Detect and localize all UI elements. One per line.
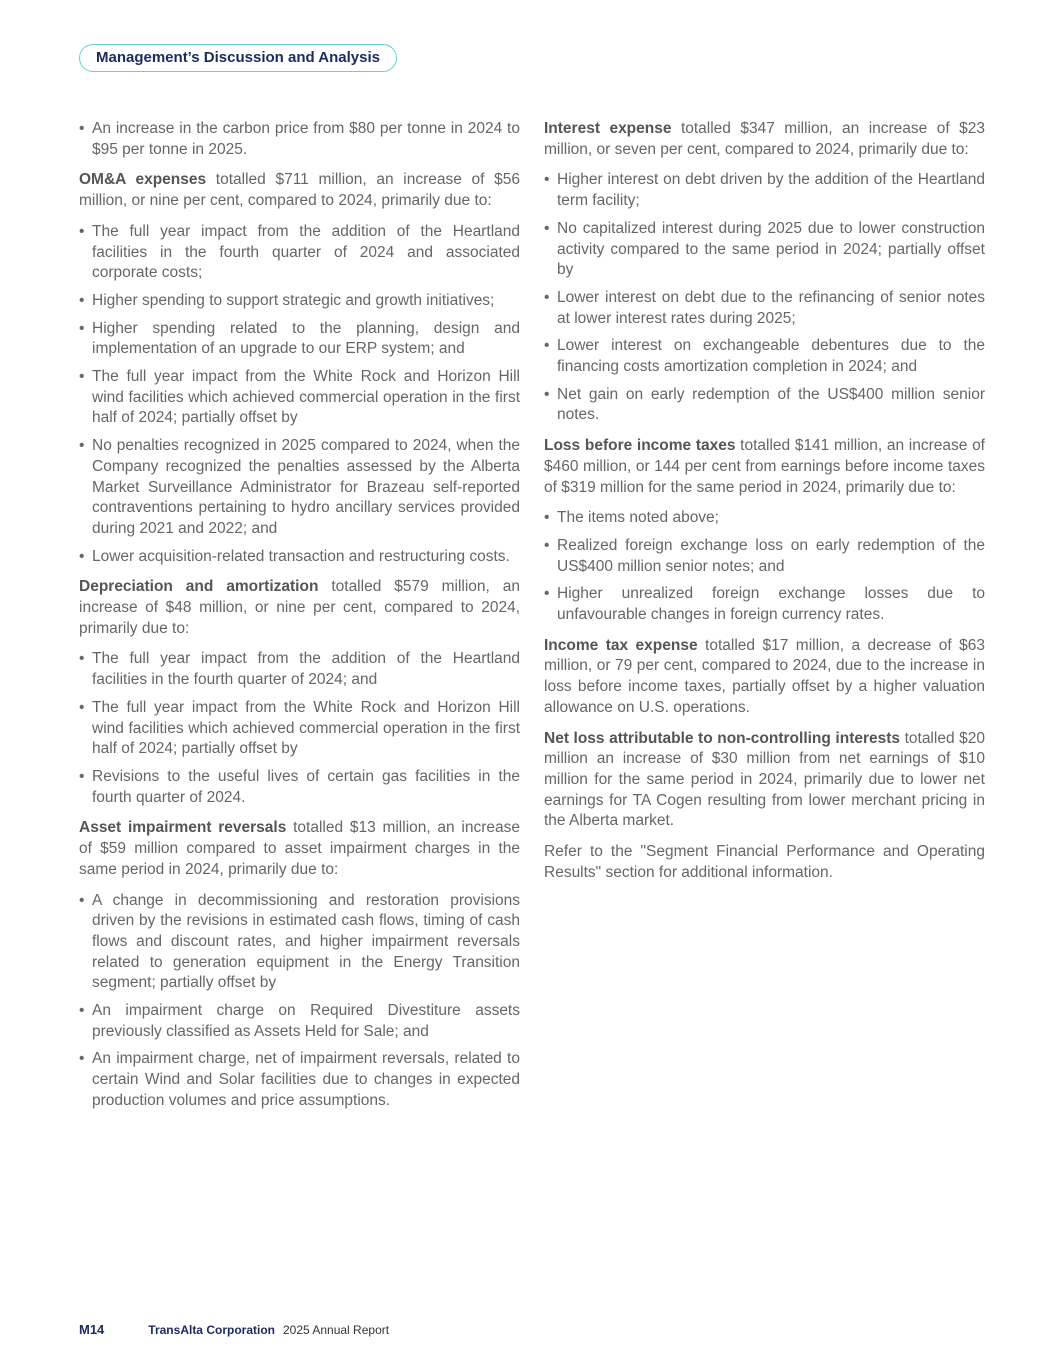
carbon-bullet-list — [79, 119, 520, 160]
company-name: TransAlta Corporation — [148, 1323, 275, 1337]
section-title-badge: Management’s Discussion and Analysis — [79, 44, 397, 72]
list-item: • An impairment charge on Required Divestiture assets previously classified as Assets Held for Sale; and — [79, 1002, 520, 1040]
interest-bullet-list — [544, 170, 985, 426]
interest-paragraph: Interest expense totalled $347 million, an increase of $23 million, or seven per cent, compared to 2024, primarily due to: — [544, 120, 985, 158]
list-item: • An impairment charge, net of impairment reversals, related to certain Wind and Solar facilities due to changes in expected production volumes and price assumptions. — [79, 1050, 520, 1109]
page-number: M14 — [79, 1322, 105, 1337]
report-title: 2025 Annual Report — [282, 1323, 390, 1337]
list-item: • Realized foreign exchange loss on early redemption of the US$400 million senior notes; and — [544, 536, 985, 575]
depreciation-paragraph: Depreciation and amortization totalled $579 million, an increase of $48 million, or nine per cent, compared to 2024, primarily due to: — [79, 578, 521, 637]
nci-heading: Net loss attributable to non-controlling interests — [544, 729, 901, 747]
left-column — [79, 119, 520, 1122]
list-item: • Lower acquisition-related transaction and restructuring costs. — [79, 547, 510, 565]
list-item: • The items noted above; — [544, 509, 719, 527]
list-item: • Higher unrealized foreign exchange losses due to unfavourable changes in foreign currency rates. — [544, 585, 985, 624]
oma-bullet-list — [79, 222, 520, 568]
page-footer — [79, 1322, 389, 1337]
list-item: • The full year impact from the White Rock and Horizon Hill wind facilities which achieved commercial operation in the first half of 2024; partially offset by — [79, 698, 520, 758]
loss-before-tax-heading: Loss before income taxes — [544, 437, 736, 455]
income-tax-paragraph: Income tax expense totalled $17 million, a decrease of $63 million, or 79 per cent, compared to 2024, due to the increase in loss before income taxes, partially offset by a higher valuation allowance on U.S. operations. — [544, 636, 985, 716]
impairment-bullet-list — [79, 891, 520, 1112]
list-item: • No penalties recognized in 2025 compared to 2024, when the Company recognized the penalties assessed by the Alberta Market Surveillance Administrator for Brazeau self-reported contraventions pertaining to hydro ancillary services provided during 2021 and 2022; and — [79, 437, 520, 537]
list-item: • Lower interest on exchangeable debentures due to the financing costs amortization completion in 2024; and — [544, 337, 985, 376]
interest-heading: Interest expense — [544, 120, 672, 137]
income-tax-heading: Income tax expense — [544, 636, 698, 654]
list-item: • Higher interest on debt driven by the addition of the Heartland term facility; — [544, 171, 985, 210]
depreciation-bullet-list — [79, 649, 520, 808]
list-item: • Revisions to the useful lives of certain gas facilities in the fourth quarter of 2024. — [79, 767, 520, 806]
list-item: • Lower interest on debt due to the refinancing of senior notes at lower interest rates during 2025; — [544, 288, 985, 327]
list-item: • Net gain on early redemption of the US$400 million senior notes. — [544, 385, 985, 424]
list-item: • Higher spending related to the planning, design and implementation of an upgrade to our ERP system; and — [79, 319, 520, 358]
list-item: • The full year impact from the addition of the Heartland facilities in the fourth quarter of 2024; and — [79, 650, 520, 689]
loss-before-tax-bullet-list — [544, 508, 985, 626]
list-item: • A change in decommissioning and restoration provisions driven by the revisions in estimated cash flows, timing of cash flows and discount rates, and higher impairment reversals related to generation equipment in the Energy Transition segment; partially offset by — [79, 891, 520, 992]
list-item: • The full year impact from the addition of the Heartland facilities in the fourth quarter of 2024 and associated corporate costs; — [79, 222, 520, 282]
list-item: • No capitalized interest during 2025 due to lower construction activity compared to the same period in 2024; partially offset by — [544, 219, 985, 279]
impairment-paragraph: Asset impairment reversals totalled $13 million, an increase of $59 million compared to asset impairment charges in the same period in 2024, primarily due to: — [79, 819, 521, 878]
loss-before-tax-paragraph: Loss before income taxes totalled $141 million, an increase of $460 million, or 144 per cent from earnings before income taxes of $319 million for the same period in 2024, primarily due to: — [544, 437, 985, 496]
oma-paragraph: OM&A expenses totalled $711 million, an increase of $56 million, or nine per cent, compared to 2024, primarily due to: — [79, 171, 521, 210]
list-item: • The full year impact from the White Rock and Horizon Hill wind facilities which achieved commercial operation in the first half of 2024; partially offset by — [79, 368, 520, 427]
refer-paragraph: Refer to the "Segment Financial Performance and Operating Results" section for additional information. — [544, 843, 985, 881]
list-item: • Higher spending to support strategic and growth initiatives; — [79, 291, 495, 309]
oma-heading: OM&A expenses — [79, 171, 207, 189]
depreciation-heading: Depreciation and amortization — [79, 578, 319, 596]
list-item: • An increase in the carbon price from $80 per tonne in 2024 to $95 per tonne in 2025. — [79, 120, 520, 158]
nci-paragraph: Net loss attributable to non-controlling interests totalled $20 million an increase of $30 million from net earnings of $10 million for the same period in 2024, primarily due to lower net earnings for TA Cogen resulting from lower merchant pricing in the Alberta market. — [544, 729, 985, 830]
right-column — [544, 119, 985, 894]
impairment-heading: Asset impairment reversals — [79, 819, 287, 837]
